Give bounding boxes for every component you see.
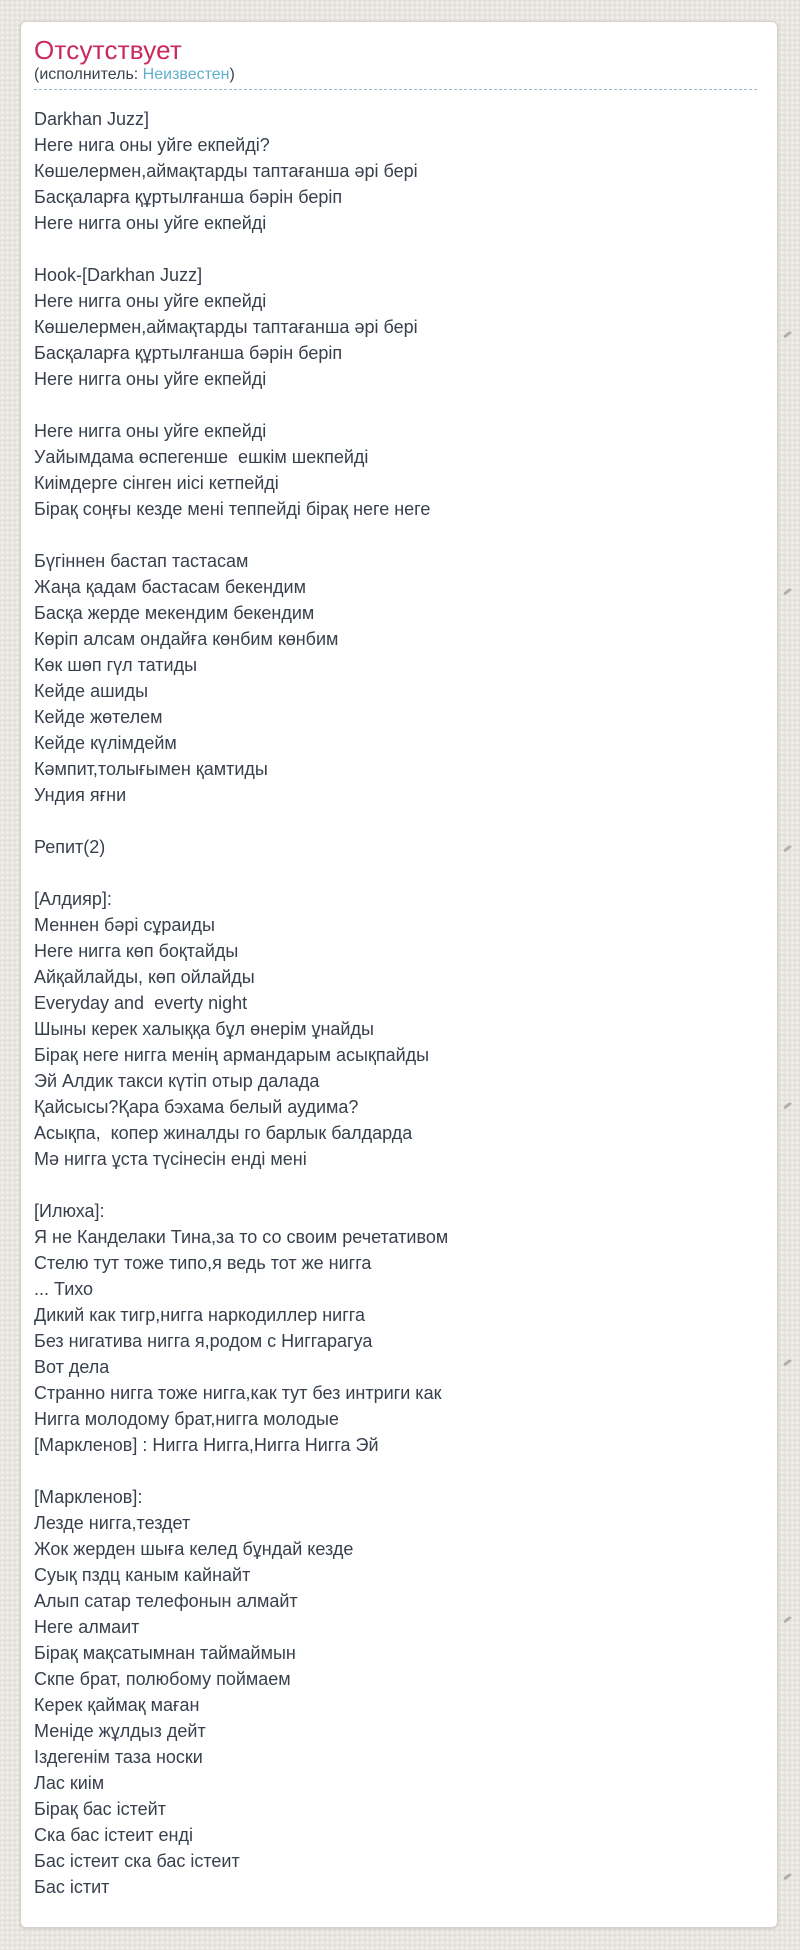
lyric-line: Неге алмаит	[34, 1617, 140, 1637]
lyric-line: Алып сатар телефонын алмайт	[34, 1591, 298, 1611]
lyric-line: Айқайлайды, көп ойлайды	[34, 967, 255, 987]
lyric-line: Бірақ соңғы кезде мені теппейді бірақ неге неге	[34, 499, 431, 519]
artist-row	[34, 66, 757, 90]
lyric-line	[34, 522, 757, 548]
lyric-line: Лезде нигга,тездет	[34, 1513, 191, 1533]
lyric-line: Меніде жұлдыз дейт	[34, 1721, 206, 1741]
artist-label-prefix: (исполнитель:	[34, 66, 143, 83]
lyric-line: Бірақ мақсатымнан таймаймын	[34, 1643, 296, 1663]
lyric-line: Шыны керек халыққа бұл өнерім ұнайды	[34, 1019, 374, 1039]
lyric-line: Бас істит	[34, 1877, 110, 1897]
lyric-line: Неге нигга оны уйге екпейді	[34, 213, 267, 233]
lyric-line: Неге нигга оны уйге екпейді	[34, 421, 267, 441]
lyric-line: Неге нига оны уйге екпейді?	[34, 135, 270, 155]
lyric-line: Керек қаймақ маған	[34, 1695, 200, 1715]
artist-label-suffix: )	[229, 66, 235, 83]
lyric-line: Ундия яғни	[34, 785, 127, 805]
lyric-line: Уайымдама өспегенше ешкім шекпейді	[34, 447, 369, 467]
lyric-line: Көк шөп гүл татиды	[34, 655, 198, 675]
page-curl-mark	[783, 331, 792, 339]
lyric-line: Көшелермен,аймақтарды таптағанша әрі бері	[34, 161, 418, 181]
lyric-line: Іздегенім таза носки	[34, 1747, 203, 1767]
page-curl-mark	[783, 1359, 792, 1367]
lyric-line: Кейде жөтелем	[34, 707, 163, 727]
lyric-line: Басқаларға құртылғанша бәрін беріп	[34, 343, 343, 363]
lyric-line: Everyday and everty night	[34, 993, 248, 1013]
lyric-line: [Илюха]:	[34, 1201, 105, 1221]
lyric-line: Көріп алсам ондайға көнбим көнбим	[34, 629, 339, 649]
lyric-line: ... Тихо	[34, 1279, 94, 1299]
lyric-line	[34, 236, 757, 262]
lyric-line: Стелю тут тоже типо,я ведь тот же нигга	[34, 1253, 372, 1273]
lyric-line: Меннен бәрі сұраиды	[34, 915, 215, 935]
lyric-line: Басқаларға құртылғанша бәрін беріп	[34, 187, 343, 207]
lyric-line: Киімдерге сінген иісі кетпейді	[34, 473, 279, 493]
lyric-line: Репит(2)	[34, 837, 106, 857]
lyric-line	[34, 860, 757, 886]
lyric-line: Странно нигга тоже нигга,как тут без интриги как	[34, 1383, 442, 1403]
lyric-line: Эй Алдик такси күтіп отыр далада	[34, 1071, 320, 1091]
page-curl-mark	[783, 1102, 792, 1110]
lyric-line: Басқа жерде мекендим бекендим	[34, 603, 315, 623]
lyric-line: Қайсысы?Қара бэхама белый аудима?	[34, 1097, 359, 1117]
artist-link[interactable]: Неизвестен	[142, 66, 230, 83]
lyric-line: Скпе брат, полюбому поймаем	[34, 1669, 291, 1689]
lyric-line: [Маркленов]:	[34, 1487, 143, 1507]
lyric-line: Неге нигга оны уйге екпейді	[34, 291, 267, 311]
lyric-line: Суық пздц каным кайнайт	[34, 1565, 251, 1585]
lyric-line: Hook-[Darkhan Juzz]	[34, 265, 203, 285]
lyric-line: Вот дела	[34, 1357, 110, 1377]
lyric-line: Darkhan Juzz]	[34, 109, 150, 129]
lyric-line: Лас киім	[34, 1773, 105, 1793]
page-curl-mark	[783, 588, 792, 596]
lyrics-card	[20, 21, 778, 1928]
lyric-line	[34, 1458, 757, 1484]
song-title: Отсутствует	[34, 35, 183, 65]
lyric-line: Жок жерден шыға келед бұндай кезде	[34, 1539, 354, 1559]
lyric-line: Кәмпит,толығымен қамтиды	[34, 759, 268, 779]
lyric-line: Мә нигга ұста түсінесін енді мені	[34, 1149, 307, 1169]
page-curl-mark	[783, 1873, 792, 1881]
page-curl-mark	[783, 845, 792, 853]
lyrics-block	[34, 106, 757, 1900]
lyric-line: Көшелермен,аймақтарды таптағанша әрі бері	[34, 317, 418, 337]
lyric-line: Дикий как тигр,нигга наркодиллер нигга	[34, 1305, 365, 1325]
lyric-line: Бірақ неге нигга менің армандарым асықпайды	[34, 1045, 430, 1065]
lyric-line: Неге нигга көп боқтайды	[34, 941, 239, 961]
lyric-line: Я не Канделаки Тина,за то со своим речетативом	[34, 1227, 449, 1247]
lyric-line: Неге нигга оны уйге екпейді	[34, 369, 267, 389]
lyric-line: Жаңа қадам бастасам бекендим	[34, 577, 306, 597]
lyric-line: Бас істеит ска бас істеит	[34, 1851, 240, 1871]
lyric-line: Без нигатива нигга я,родом с Ниггарагуа	[34, 1331, 373, 1351]
lyric-line	[34, 392, 757, 418]
lyric-line: [Маркленов] : Нигга Нигга,Нигга Нигга Эй	[34, 1435, 379, 1455]
lyric-line: Асықпа, копер жиналды го барлык балдарда	[34, 1123, 413, 1143]
lyric-line: Ска бас істеит енді	[34, 1825, 193, 1845]
lyric-line: Кейде ашиды	[34, 681, 149, 701]
page-curl-mark	[783, 1616, 792, 1624]
lyric-line	[34, 808, 757, 834]
lyric-line: Бірақ бас істейт	[34, 1799, 166, 1819]
lyric-line: Кейде күлімдейм	[34, 733, 177, 753]
lyric-line: [Алдияр]:	[34, 889, 112, 909]
lyric-line: Нигга молодому брат,нигга молодые	[34, 1409, 339, 1429]
lyric-line: Бүгіннен бастап тастасам	[34, 551, 249, 571]
lyric-line	[34, 1172, 757, 1198]
